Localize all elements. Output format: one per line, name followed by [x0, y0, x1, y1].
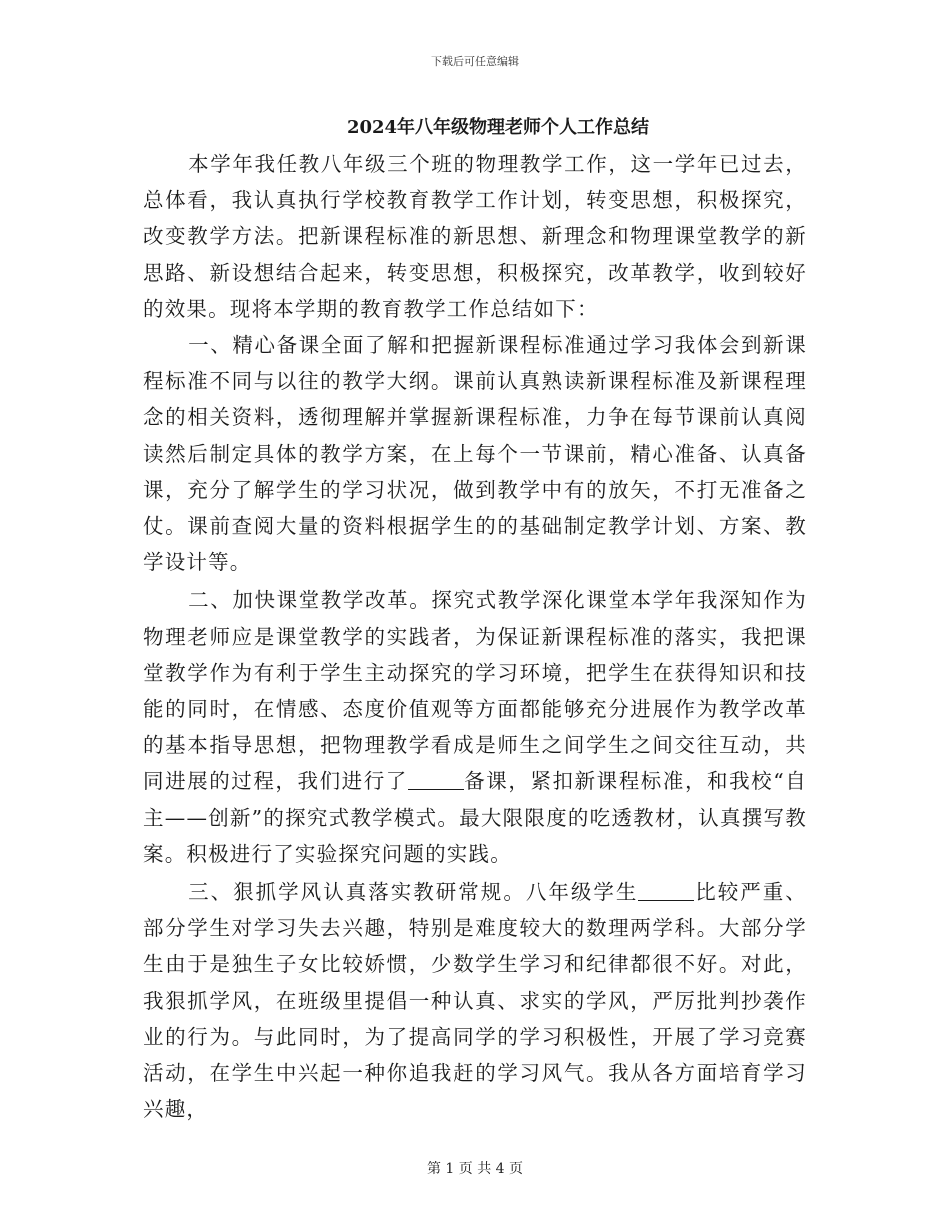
paragraph-section-3	[143, 874, 807, 1127]
paragraph-intro: 本学年我任教八年级三个班的物理教学工作，这一学年已过去，总体看，我认真执行学校教育教学工作计划，转变思想，积极探究，改变教学方法。把新课程标准的新思想、新理念和物理课堂教学的新思路、新设想结合起来，转变思想，积极探究，改革教学，收到较好的效果。现将本学期的教育教学工作总结如下：	[143, 152, 807, 321]
paragraph-section-2-text-b: 备课，紧扣新课程标准，和我校“自主——创新”的探究式教学模式。最大限限度的吃透教材，认真撰写教案。积极进行了实验探究问题的实践。	[143, 769, 807, 866]
document-title: 2024年八年级物理老师个人工作总结	[346, 117, 650, 138]
page-footer: 第 1 页 共 4 页	[426, 1161, 524, 1177]
document-body	[143, 146, 807, 1127]
header-note: 下载后可任意编辑	[431, 55, 519, 68]
paragraph-section-3-text-b: 比较严重、部分学生对学习失去兴趣，特别是难度较大的数理两学科。大部分学生由于是独生子女比较娇惯，少数学生学习和纪律都很不好。对此，我狠抓学风，在班级里提倡一种认真、求实的学风，严厉批判抄袭作业的行为。与此同时，为了提高同学的学习积极性，开展了学习竞赛活动，在学生中兴起一种你追我赶的学习风气。我从各方面培育学习兴趣，	[143, 880, 808, 1122]
paragraph-section-2	[143, 582, 807, 872]
paragraph-section-1: 一、精心备课全面了解和把握新课程标准通过学习我体会到新课程标准不同与以往的教学大纲。课前认真熟读新课程标准及新课程理念的相关资料，透彻理解并掌握新课程标准，力争在每节课前认真阅读然后制定具体的教学方案，在上每个一节课前，精心准备、认真备课，充分了解学生的学习状况，做到教学中有的放矢，不打无准备之仗。课前查阅大量的资料根据学生的的基础制定教学计划、方案、教学设计等。	[143, 333, 807, 575]
paragraph-section-2-text-a: 二、加快课堂教学改革。探究式教学深化课堂本学年我深知作为物理老师应是课堂教学的实践者，为保证新课程标准的落实，我把课堂教学作为有利于学生主动探究的学习环境，把学生在获得知识和技能的同时，在情感、态度价值观等方面都能够充分进展作为教学改革的基本指导思想，把物理教学看成是师生之间学生之间交往互动，共同进展的过程，我们进行了	[143, 588, 807, 794]
blank-underline	[408, 767, 464, 790]
paragraph-section-3-text-a: 三、狠抓学风认真落实教研常规。八年级学生	[188, 880, 639, 905]
blank-underline	[638, 878, 694, 901]
